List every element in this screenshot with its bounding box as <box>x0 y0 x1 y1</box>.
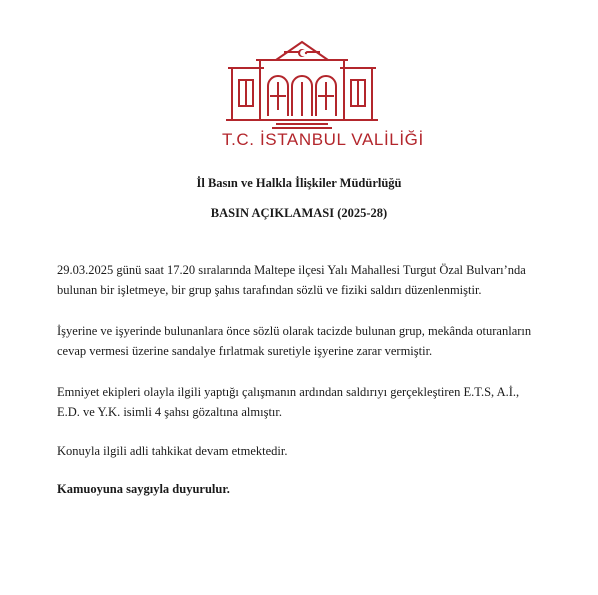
paragraph-line: 29.03.2025 günü saat 17.20 sıralarında Maltepe ilçesi Yalı Mahallesi Turgut Özal Bulvarı’nda <box>57 263 526 277</box>
paragraph-1 <box>57 260 557 300</box>
closing-statement: Kamuoyuna saygıyla duyurulur. <box>57 482 230 496</box>
logo-text: T.C. İSTANBUL VALİLİĞİ <box>222 130 424 149</box>
department-heading: İl Basın ve Halkla İlişkiler Müdürlüğü <box>196 176 402 190</box>
paragraph-line: bulunan bir işletmeye, bir grup şahıs tarafından sözlü ve fiziki saldırı düzenlenmiştir. <box>57 283 482 297</box>
paragraph-line: E.D. ve Y.K. isimli 4 şahsı gözaltına almıştır. <box>57 405 282 419</box>
paragraph-2 <box>57 321 557 361</box>
paragraph-line: Konuyla ilgili adli tahkikat devam etmektedir. <box>57 444 288 458</box>
paragraph-line: cevap vermesi üzerine sandalye fırlatmak suretiyle işyerine zarar vermiştir. <box>57 344 433 358</box>
paragraph-4 <box>57 441 557 461</box>
paragraph-line: Emniyet ekipleri olayla ilgili yaptığı çalışmanın ardından saldırıyı gerçekleştiren E.T.S, A.İ., <box>57 385 520 399</box>
paragraph-3 <box>57 382 557 422</box>
paragraph-line: İşyerine ve işyerinde bulunanlara önce sözlü olarak tacizde bulunan grup, mekânda oturanların <box>57 324 532 338</box>
document-title: BASIN AÇIKLAMASI (2025-28) <box>210 206 388 220</box>
building-icon <box>222 38 382 133</box>
